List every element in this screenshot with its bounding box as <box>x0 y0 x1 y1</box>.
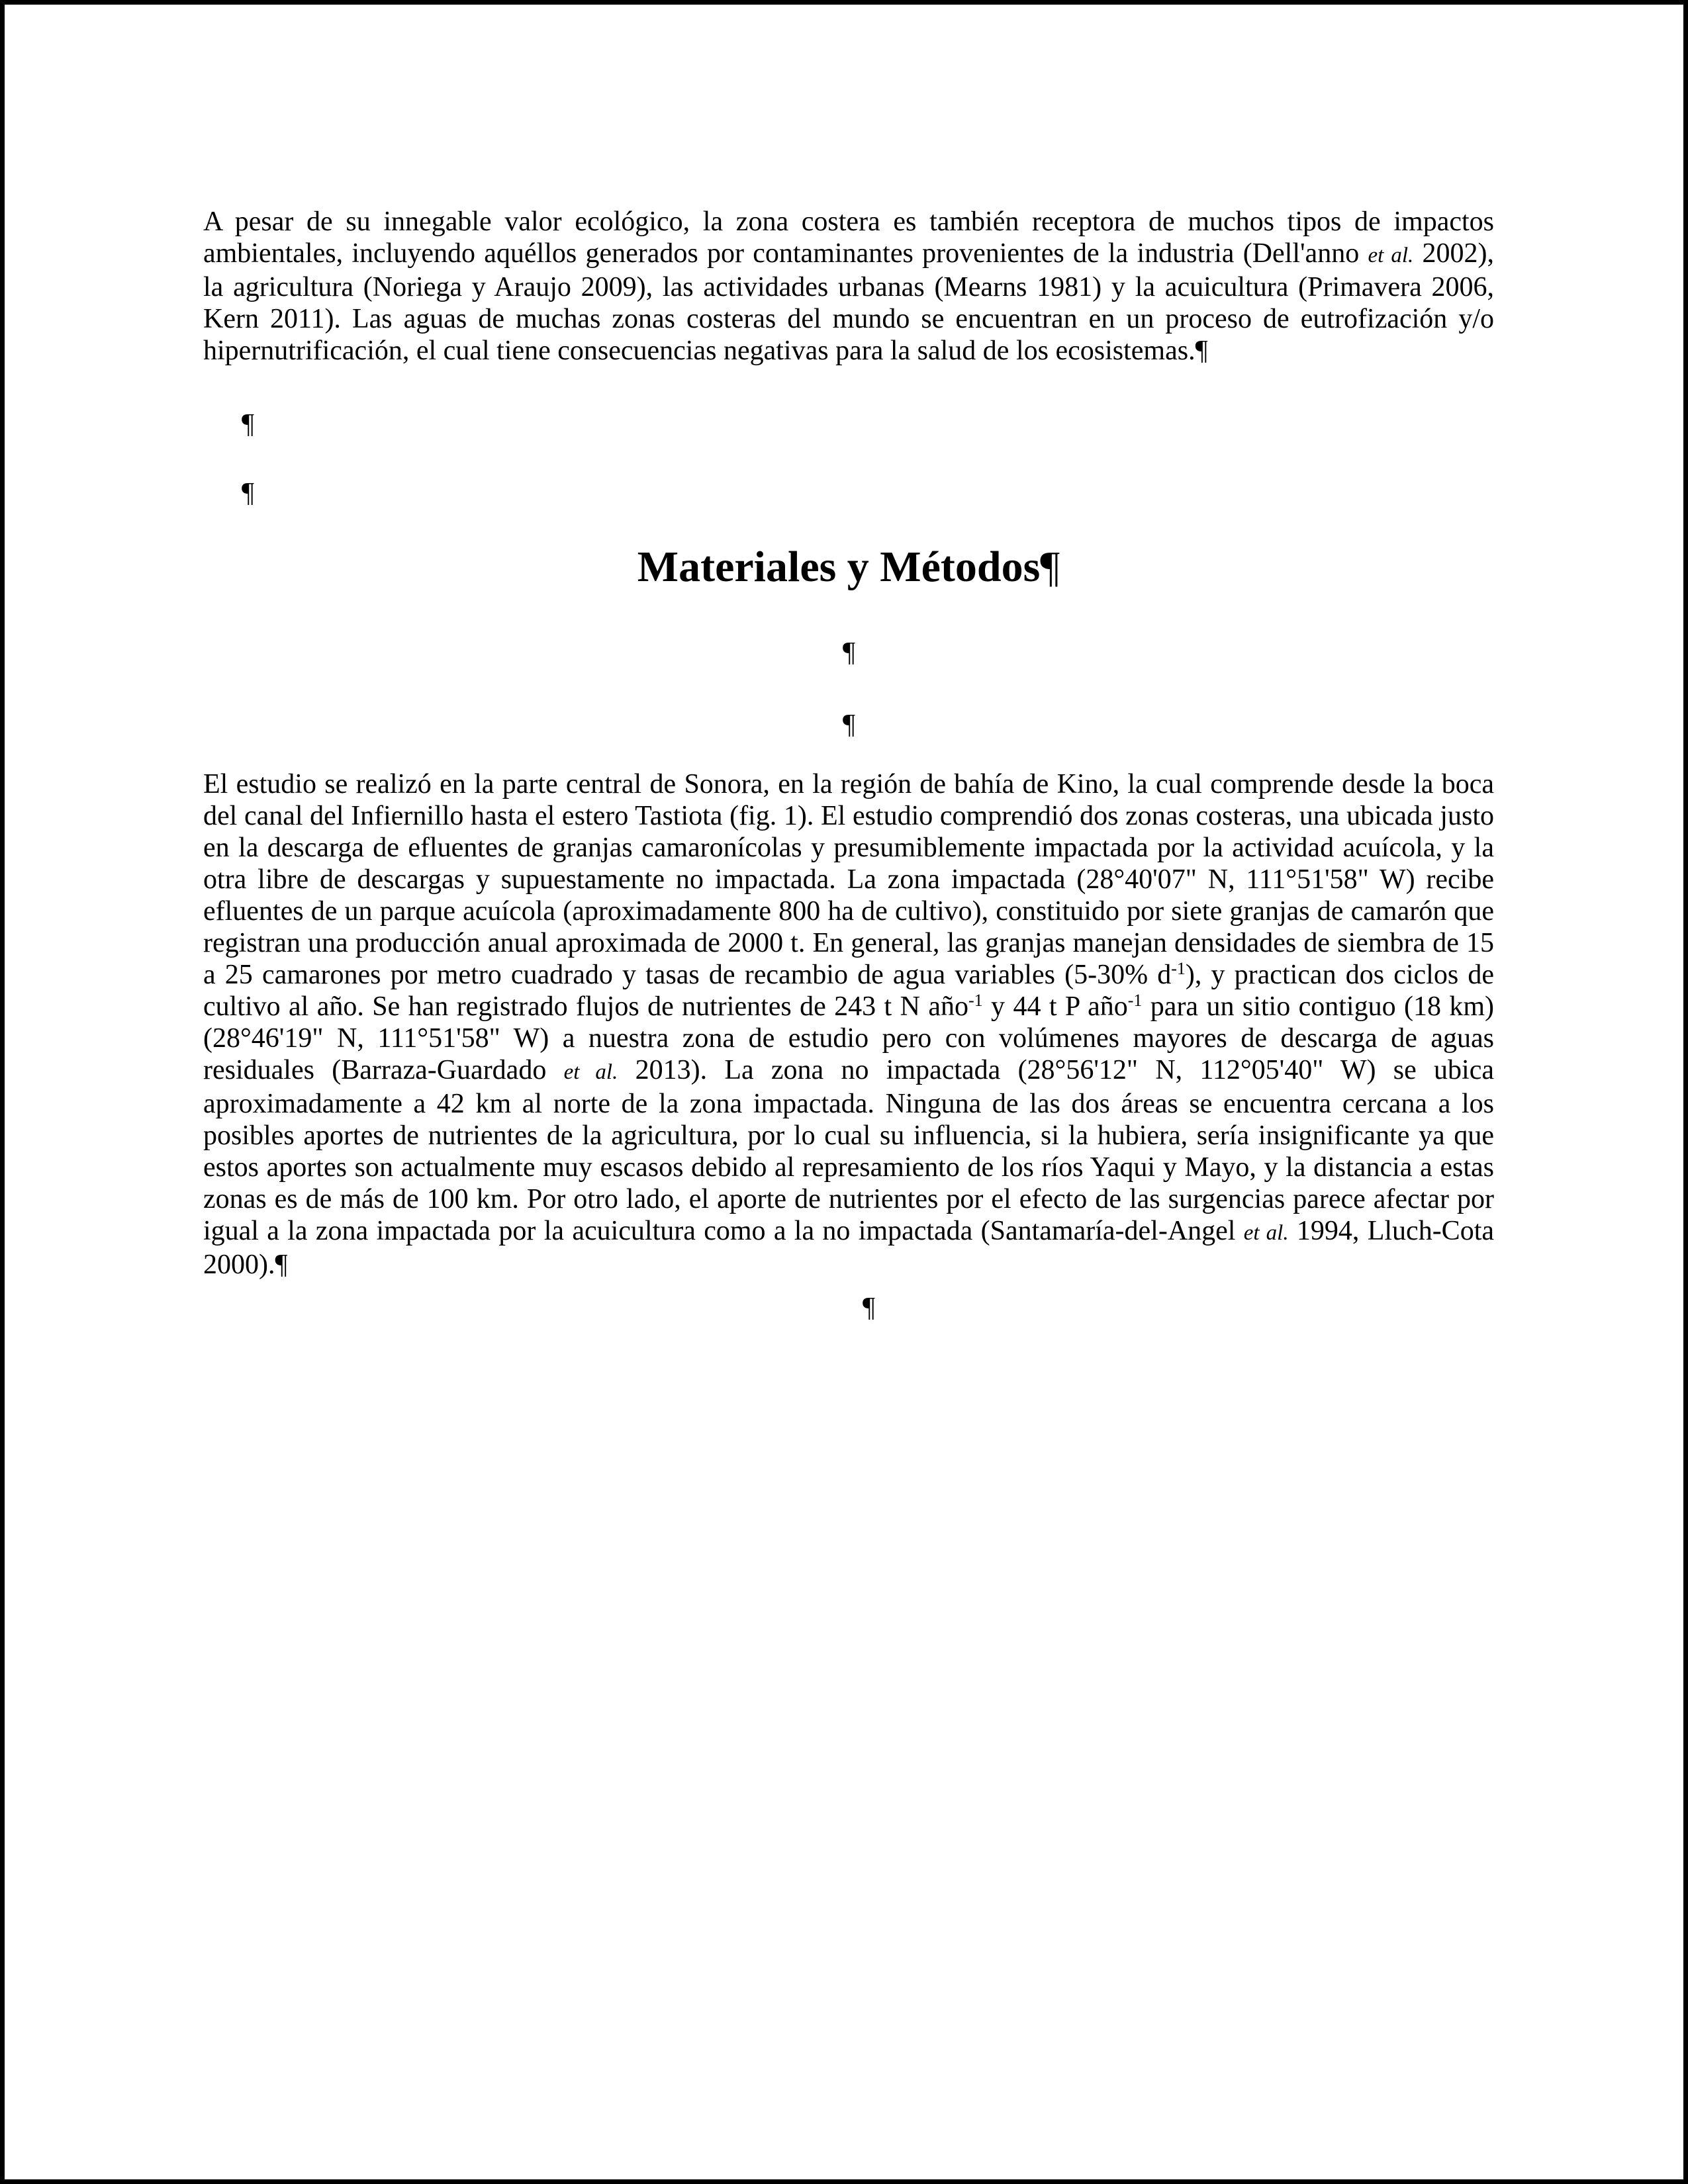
empty-paragraph-pilcrow-4: ¶ <box>843 709 856 740</box>
section-heading-text: Materiales y Métodos <box>637 543 1041 591</box>
empty-paragraph-pilcrow-3: ¶ <box>843 637 856 668</box>
text-run-normal: ), y practican dos ciclos de cultivo al año. Se han registrado flujos de nutrientes de 243 t N año <box>203 960 1494 1022</box>
paragraph-study-area <box>203 768 1494 1281</box>
text-run-sup: -1 <box>1127 990 1143 1010</box>
text-run-etal: et al. <box>1368 244 1414 267</box>
text-run-normal: 2002), la agricultura (Noriega y Araujo 2009), las actividades urbanas (Mearns 1981) y la acuicultura (Primavera 2006, Kern 2011). Las aguas de muchas zonas costeras del mundo se encuentran en un proceso de eutrofización y/o hipernutrificación, el cual tiene consecuencias negativas para la salud de los ecosistemas. <box>203 238 1495 366</box>
text-run-normal: El estudio se realizó en la parte central de Sonora, en la región de bahía de Kino, la cual comprende desde la boca del canal del Infiernillo hasta el estero Tastiota (fig. 1). El estudio comprendió dos zonas costeras, una ubicada justo en la descarga de efluentes de granjas camaronícolas y presumiblemente impactada por la actividad acuícola, y la otra libre de descargas y supuestamente no impactada. La zona impactada (28°40'07" N, 111°51'58" W) recibe efluentes de un parque acuícola (aproximadamente 800 ha de cultivo), constituido por siete granjas de camarón que registran una producción anual aproximada de 2000 t. En general, las granjas manejan densidades de siembra de 15 a 25 camarones por metro cuadrado y tasas de recambio de agua variables (5-30% d <box>203 769 1494 990</box>
empty-paragraph-pilcrow-2: ¶ <box>242 478 255 508</box>
pilcrow-mark: ¶ <box>275 1250 288 1280</box>
paragraph-intro <box>203 206 1494 367</box>
empty-paragraph-pilcrow-5: ¶ <box>863 1293 876 1323</box>
text-run-normal: 2013). La zona no impactada (28°56'12" N, 112°05'40" W) se ubica aproximadamente a 42 km al norte de la zona impactada. Ninguna de las dos áreas se encuentra cercana a los posibles aportes de nutrientes de la agricultura, por lo cual su influencia, si la hubiera, sería insignificante ya que estos aportes son actualmente muy escasos debido al represamiento de los ríos Yaqui y Mayo, y la distancia a estas zonas es de más de 100 km. Por otro lado, el aporte de nutrientes por el efecto de las surgencias parece afectar por igual a la zona impactada por la acuicultura como a la no impactada (Santamaría-del-Angel <box>203 1055 1494 1246</box>
text-run-normal: A pesar de su innegable valor ecológico, la zona costera es también receptora de muchos tipos de impactos ambientales, incluyendo aquéllos generados por contaminantes provenientes de la industria (Dell'anno <box>203 206 1494 269</box>
text-run-sup: -1 <box>1171 958 1186 978</box>
text-run-normal: para un sitio contiguo (18 km) (28°46'19" N, 111°51'58" W) a nuestra zona de estudio pero con volúmenes mayores de descarga de aguas residuales (Barraza-Guardado <box>203 991 1494 1085</box>
empty-paragraph-pilcrow-1: ¶ <box>242 409 255 439</box>
section-heading-pilcrow: ¶ <box>1040 543 1060 591</box>
text-run-etal: et al. <box>1243 1221 1289 1245</box>
text-run-normal: y 44 t P año <box>982 991 1128 1022</box>
pilcrow-mark: ¶ <box>1195 336 1208 366</box>
section-heading <box>203 543 1494 591</box>
text-run-etal: et al. <box>563 1060 618 1084</box>
text-run-sup: -1 <box>968 990 983 1010</box>
text-run-normal: 1994, Lluch-Cota 2000). <box>203 1216 1495 1280</box>
